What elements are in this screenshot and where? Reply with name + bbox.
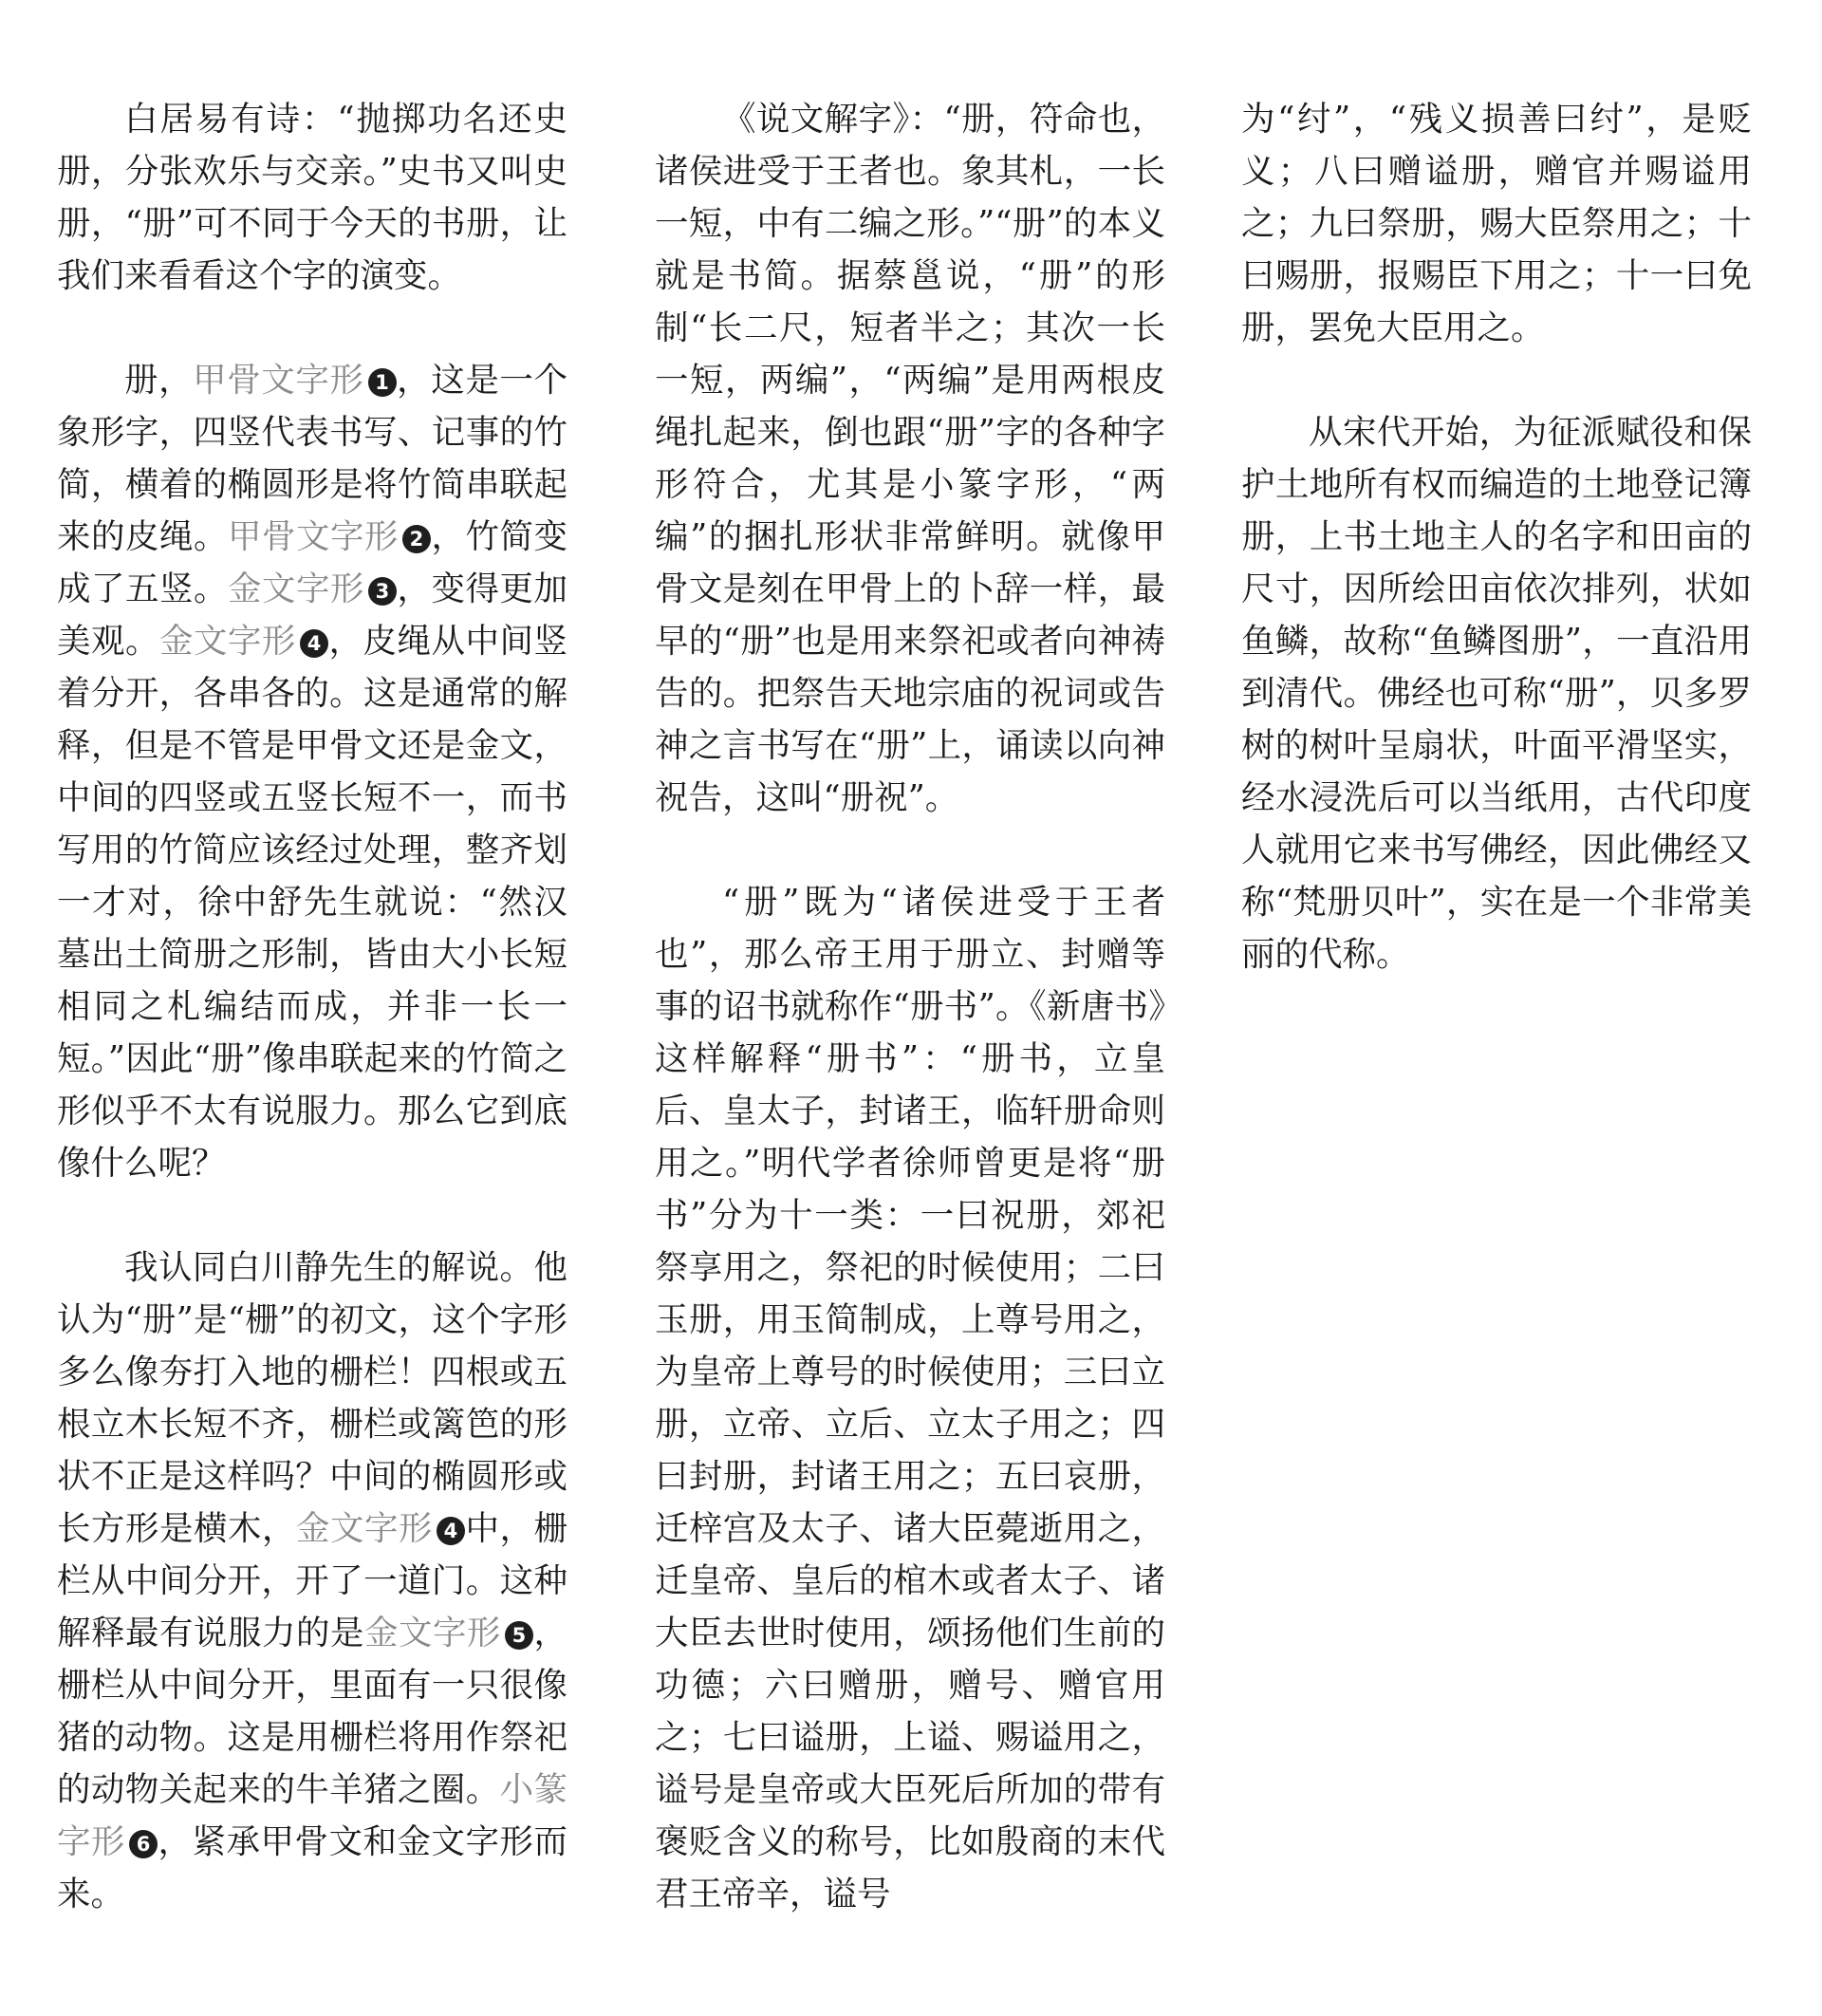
text: 中，栅栏从中间分开，开了一道门。这种解释最有说服力的是 xyxy=(57,1509,567,1652)
text: ，变得更加美观。 xyxy=(57,569,567,661)
paragraph: 从宋代开始，为征派赋役和保护土地所有权而编造的土地登记簿册，上书土地主人的名字和田亩的尺寸，因所绘田亩依次排列，状如鱼鳞，故称“鱼鳞图册”，一直沿用到清代。佛经也可称“册”，贝多罗树的树叶呈扇状，叶面平滑坚实，经水浸洗后可以当纸用，古代印度人就用它来书写佛经，因此佛经又称“梵册贝叶”，实在是一个非常美丽的代称。 xyxy=(1241,413,1752,974)
text: ，皮绳从中间竖着分开，各串各的。这是通常的解释，但是不管是甲骨文还是金文，中间的四竖或五竖长短不一，而书写用的竹简应该经过处理，整齐划一才对，徐中舒先生就说：“然汉墓出土简册之形制，皆由大小长短相同之札编结而成，并非一长一短。”因此“册”像串联起来的竹简之形似乎不太有说服力。那么它到底像什么呢？ xyxy=(57,622,567,1183)
glyph-number-badge: 1 xyxy=(368,368,397,397)
glyph-reference: 甲骨文字形 xyxy=(227,517,399,556)
glyph-reference: 金文字形 xyxy=(295,1509,433,1548)
column-1 xyxy=(57,93,567,1920)
paragraph xyxy=(57,1241,567,1920)
text: ，这是一个象形字，四竖代表书写、记事的竹简，横着的椭圆形是将竹简串联起来的皮绳。 xyxy=(57,361,567,556)
paragraph: 白居易有诗：“抛掷功名还史册，分张欢乐与交亲。”史书又叫史册，“册”可不同于今天的书册，让我们来看看这个字的演变。 xyxy=(57,100,567,295)
glyph-number-badge: 5 xyxy=(505,1621,533,1650)
text: ，紧承甲骨文和金文字形而来。 xyxy=(57,1822,567,1913)
paragraph-continued: 为“纣”，“残义损善曰纣”，是贬义；八曰赠谥册，赠官并赐谥用之；九曰祭册，赐大臣祭用之；十曰赐册，报赐臣下用之；十一曰免册，罢免大臣用之。 xyxy=(1241,100,1752,347)
glyph-number-badge: 4 xyxy=(437,1517,465,1545)
paragraph: “册”既为“诸侯进受于王者也”，那么帝王用于册立、封赠等事的诏书就称作“册书”。《新唐书》这样解释“册书”：“册书，立皇后、皇太子，封诸王，临轩册命则用之。”明代学者徐师曾更是将“册书”分为十一类：一曰祝册，郊祀祭享用之，祭祀的时候使用；二曰玉册，用玉简制成，上尊号用之，为皇帝上尊号的时候使用；三曰立册，立帝、立后、立太子用之；四曰封册，封诸王用之；五曰哀册，迁梓宫及太子、诸大臣薨逝用之，迁皇帝、皇后的棺木或者太子、诸大臣去世时使用，颂扬他们生前的功德；六曰赠册，赠号、赠官用之；七曰谥册，上谥、赐谥用之，谥号是皇帝或大臣死后所加的带有褒贬含义的称号，比如殷商的末代君王帝辛，谥号 xyxy=(655,883,1165,1913)
glyph-reference: 小篆字形 xyxy=(57,1770,567,1861)
glyph-number-badge: 6 xyxy=(129,1830,158,1858)
glyph-reference: 金文字形 xyxy=(227,569,364,608)
text: ，竹简变成了五竖。 xyxy=(57,517,567,608)
text: 我认同白川静先生的解说。他认为“册”是“栅”的初文，这个字形多么像夯打入地的栅栏！四根或五根立木长短不齐，栅栏或篱笆的形状不正是这样吗？中间的椭圆形或长方形是横木， xyxy=(57,1248,567,1548)
glyph-reference: 甲骨文字形 xyxy=(193,361,364,400)
column-3 xyxy=(1241,93,1752,980)
glyph-reference: 金文字形 xyxy=(159,622,296,661)
glyph-number-badge: 4 xyxy=(300,629,328,658)
glyph-number-badge: 3 xyxy=(368,577,397,606)
glyph-number-badge: 2 xyxy=(402,525,431,553)
glyph-reference: 金文字形 xyxy=(363,1614,501,1652)
column-2 xyxy=(655,93,1165,1920)
paragraph: 《说文解字》：“册，符命也，诸侯进受于王者也。象其札，一长一短，中有二编之形。”“册”的本义就是书简。据蔡邕说，“册”的形制“长二尺，短者半之；其次一长一短，两编”，“两编”是用两根皮绳扎起来，倒也跟“册”字的各种字形符合，尤其是小篆字形，“两编”的捆扎形状非常鲜明。就像甲骨文是刻在甲骨上的卜辞一样，最早的“册”也是用来祭祀或者向神祷告的。把祭告天地宗庙的祝词或告神之言书写在“册”上，诵读以向神祝告，这叫“册祝”。 xyxy=(655,100,1165,817)
text: ，栅栏从中间分开，里面有一只很像猪的动物。这是用栅栏将用作祭祀的动物关起来的牛羊猪之圈。 xyxy=(57,1614,567,1809)
text: 册， xyxy=(124,361,194,400)
paragraph xyxy=(57,354,567,1189)
